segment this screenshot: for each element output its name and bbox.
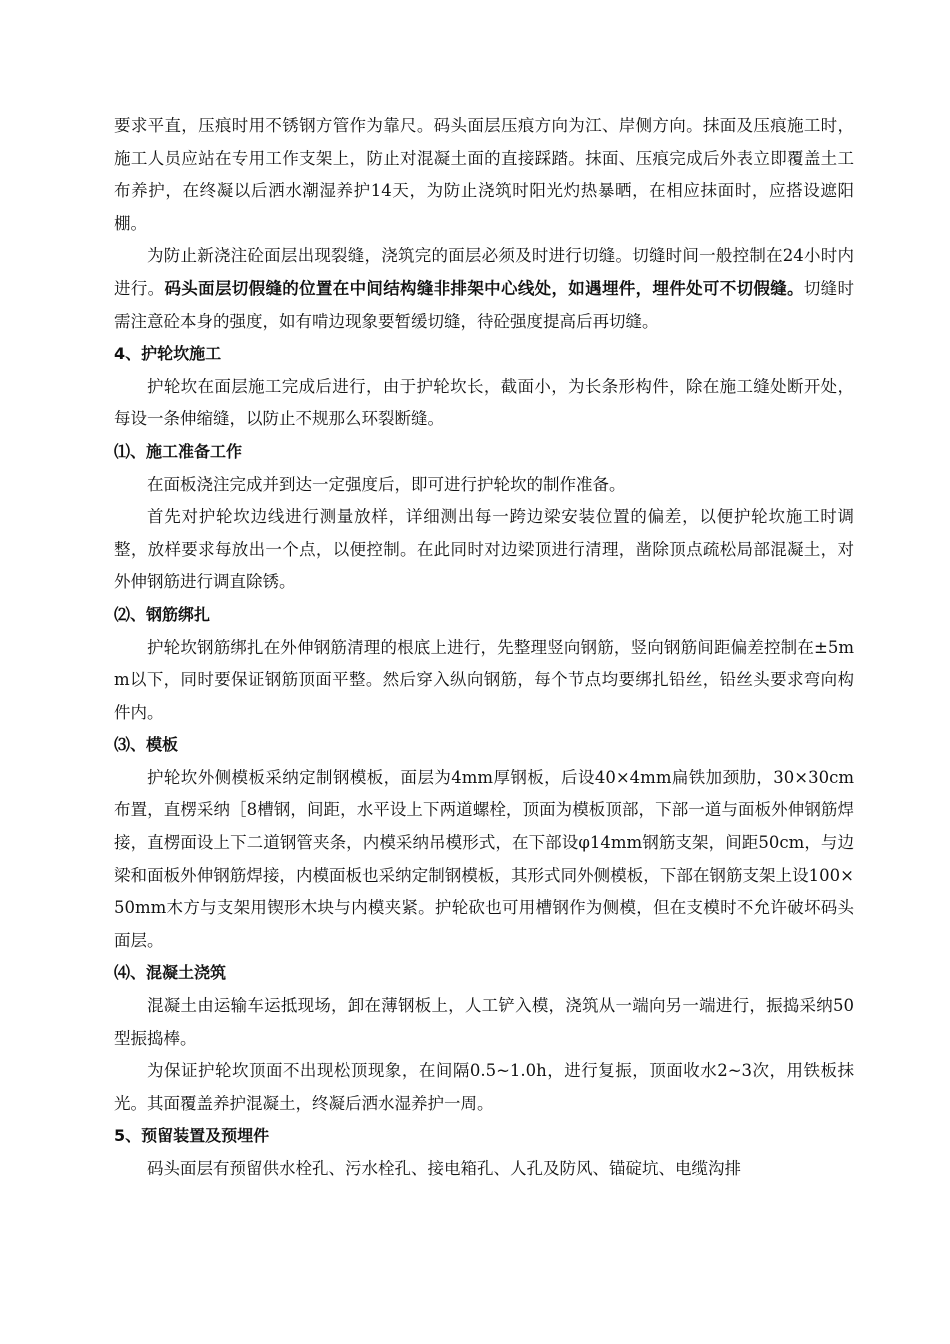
- paragraph-preparation-2: 首先对护轮坎边线进行测量放样，详细测出每一跨边梁安装位置的偏差，以便护轮坎施工时调整，放样要求每放出一个点，以便控制。在此同时对边梁顶进行清理，凿除顶点疏松局部混凝土，对外伸钢筋进行调直除锈。: [114, 507, 854, 592]
- paragraph-preparation-1: 在面板浇注完成并到达一定强度后，即可进行护轮坎的制作准备。: [147, 474, 626, 494]
- heading-embedded-parts: 5、预留装置及预埋件: [114, 1126, 270, 1146]
- paragraph-concrete-pouring-1: 混凝土由运输车运抵现场，卸在薄钢板上，人工铲入模，浇筑从一端向另一端进行，振捣采纳50型振捣棒。: [114, 996, 854, 1048]
- heading-rebar-binding: ⑵、钢筋绑扎: [114, 604, 211, 624]
- heading-curb-construction: 4、护轮坎施工: [114, 344, 222, 364]
- document-page: [114, 110, 854, 1186]
- paragraph-embedded-parts: 码头面层有预留供水栓孔、污水栓孔、接电箱孔、人孔及防风、锚碇坑、电缆沟排: [147, 1159, 741, 1178]
- heading-concrete-pouring: ⑷、混凝土浇筑: [114, 963, 227, 983]
- heading-formwork: ⑶、模板: [114, 735, 179, 755]
- paragraph-joint-cutting: [114, 240, 854, 338]
- joint-cutting-text-a: 为防止新浇注砼面层出现裂缝，浇筑完的面层必须及时进行切缝。切缝时间一般控制在24小时内进行。: [114, 246, 854, 298]
- joint-cutting-emphasis: 码头面层切假缝的位置在中间结构缝非排架中心线处，如遇埋件，埋件处可不切假缝。: [164, 278, 804, 298]
- paragraph-rebar-binding: 护轮坎钢筋绑扎在外伸钢筋清理的根底上进行，先整理竖向钢筋，竖向钢筋间距偏差控制在±5mm以下，同时要保证钢筋顶面平整。然后穿入纵向钢筋，每个节点均要绑扎铅丝，铅丝头要求弯向构件内。: [114, 637, 854, 722]
- paragraph-surface-finishing: 要求平直，压痕时用不锈钢方管作为靠尺。码头面层压痕方向为江、岸侧方向。抹面及压痕施工时，施工人员应站在专用工作支架上，防止对混凝土面的直接踩踏。抹面、压痕完成后外表立即覆盖土工布养护，在终凝以后洒水潮湿养护14天，为防止浇筑时阳光灼热暴晒，在相应抹面时，应搭设遮阳棚。: [114, 116, 854, 233]
- paragraph-concrete-pouring-2: 为保证护轮坎顶面不出现松顶现象，在间隔0.5~1.0h，进行复振，顶面收水2~3次，用铁板抹光。其面覆盖养护混凝土，终凝后洒水湿养护一周。: [114, 1061, 854, 1113]
- paragraph-curb-intro: 护轮坎在面层施工完成后进行，由于护轮坎长，截面小，为长条形构件，除在施工缝处断开处，每设一条伸缩缝，以防止不规那么环裂断缝。: [114, 376, 854, 429]
- paragraph-formwork: 护轮坎外侧模板采纳定制钢模板，面层为4mm厚钢板，后设40×4mm扁铁加颈肋，30×30cm布置，直楞采纳［8槽钢，间距，水平设上下两道螺栓，顶面为模板顶部，下部一道与面板外伸钢筋焊接，直楞面设上下二道钢管夹条，内模采纳吊模形式，在下部设φ14mm钢筋支架，间距50cm，与边梁和面板外伸钢筋焊接，内模面板也采纳定制钢模板，其形式同外侧模板，下部在钢筋支架上设100×50mm木方与支架用锲形木块与内模夹紧。护轮砍也可用槽钢作为侧模，但在支模时不允许破坏码头面层。: [114, 767, 854, 950]
- heading-preparation: ⑴、施工准备工作: [114, 441, 243, 461]
- joint-cutting-text-c: 切缝时需注意砼本身的强度，如有啃边现象要暂缓切缝，待砼强度提高后再切缝。: [114, 278, 855, 331]
